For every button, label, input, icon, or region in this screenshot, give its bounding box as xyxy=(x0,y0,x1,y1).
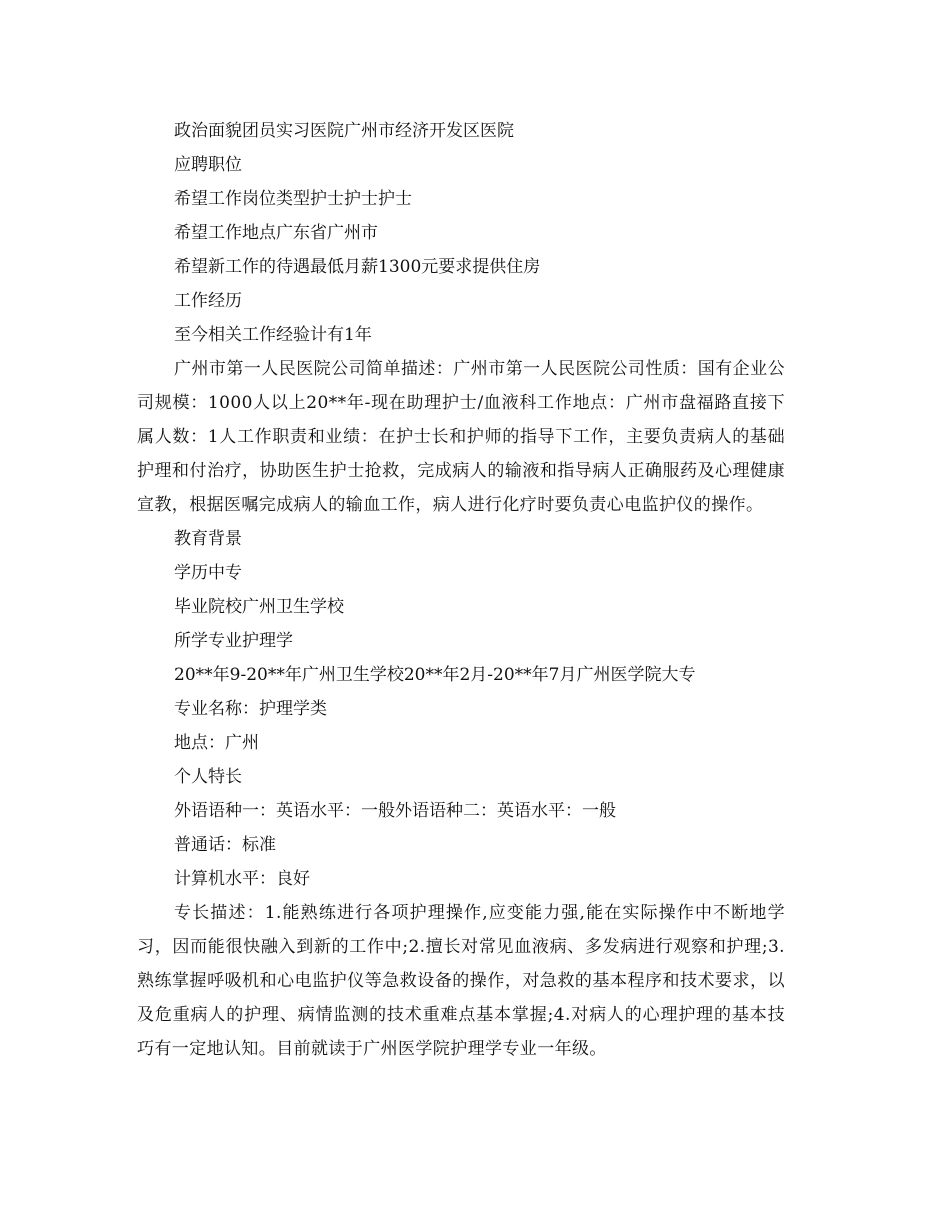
experience-years-line: 至今相关工作经验计有1年 xyxy=(174,325,372,345)
political-status-line: 政治面貌团员实习医院广州市经济开发区医院 xyxy=(174,121,514,141)
education-history-line: 20**年9-20**年广州卫生学校20**年2月-20**年7月广州医学院大专 xyxy=(174,665,696,685)
graduate-school-line: 毕业院校广州卫生学校 xyxy=(174,597,344,617)
major-name-line: 专业名称：护理学类 xyxy=(174,699,327,719)
resume-page xyxy=(137,114,785,1066)
foreign-language-line: 外语语种一：英语水平：一般外语语种二：英语水平：一般 xyxy=(174,801,616,821)
education-heading: 教育背景 xyxy=(174,529,242,549)
desired-salary-line: 希望新工作的待遇最低月薪1300元要求提供住房 xyxy=(174,257,541,277)
computer-skill-line: 计算机水平：良好 xyxy=(174,869,310,889)
work-experience-paragraph: 广州市第一人民医院公司简单描述：广州市第一人民医院公司性质：国有企业公司规模：1000人以上20**年-现在助理护士/血液科工作地点：广州市盘福路直接下属人数：1人工作职责和业绩：在护士长和护师的指导下工作，主要负责病人的基础护理和付治疗，协助医生护士抢救，完成病人的输液和指导病人正确服药及心理健康宣教，根据医嘱完成病人的输血工作，病人进行化疗时要负责心电监护仪的操作。 xyxy=(137,359,785,515)
desired-location-line: 希望工作地点广东省广州市 xyxy=(174,223,378,243)
education-level-line: 学历中专 xyxy=(174,563,242,583)
skills-description-paragraph: 专长描述：1.能熟练进行各项护理操作,应变能力强,能在实际操作中不断地学习，因而能很快融入到新的工作中;2.擅长对常见血液病、多发病进行观察和护理;3.熟练掌握呼吸机和心电监护仪等急救设备的操作，对急救的基本程序和技术要求，以及危重病人的护理、病情监测的技术重难点基本掌握;4.对病人的心理护理的基本技巧有一定地认知。目前就读于广州医学院护理学专业一年级。 xyxy=(137,903,785,1059)
mandarin-line: 普通话：标准 xyxy=(174,835,276,855)
location-line: 地点：广州 xyxy=(174,733,259,753)
personal-skills-heading: 个人特长 xyxy=(174,767,242,787)
desired-job-type-line: 希望工作岗位类型护士护士护士 xyxy=(174,189,412,209)
major-line: 所学专业护理学 xyxy=(174,631,293,651)
applied-position-heading: 应聘职位 xyxy=(174,155,242,175)
work-experience-heading: 工作经历 xyxy=(174,291,242,311)
